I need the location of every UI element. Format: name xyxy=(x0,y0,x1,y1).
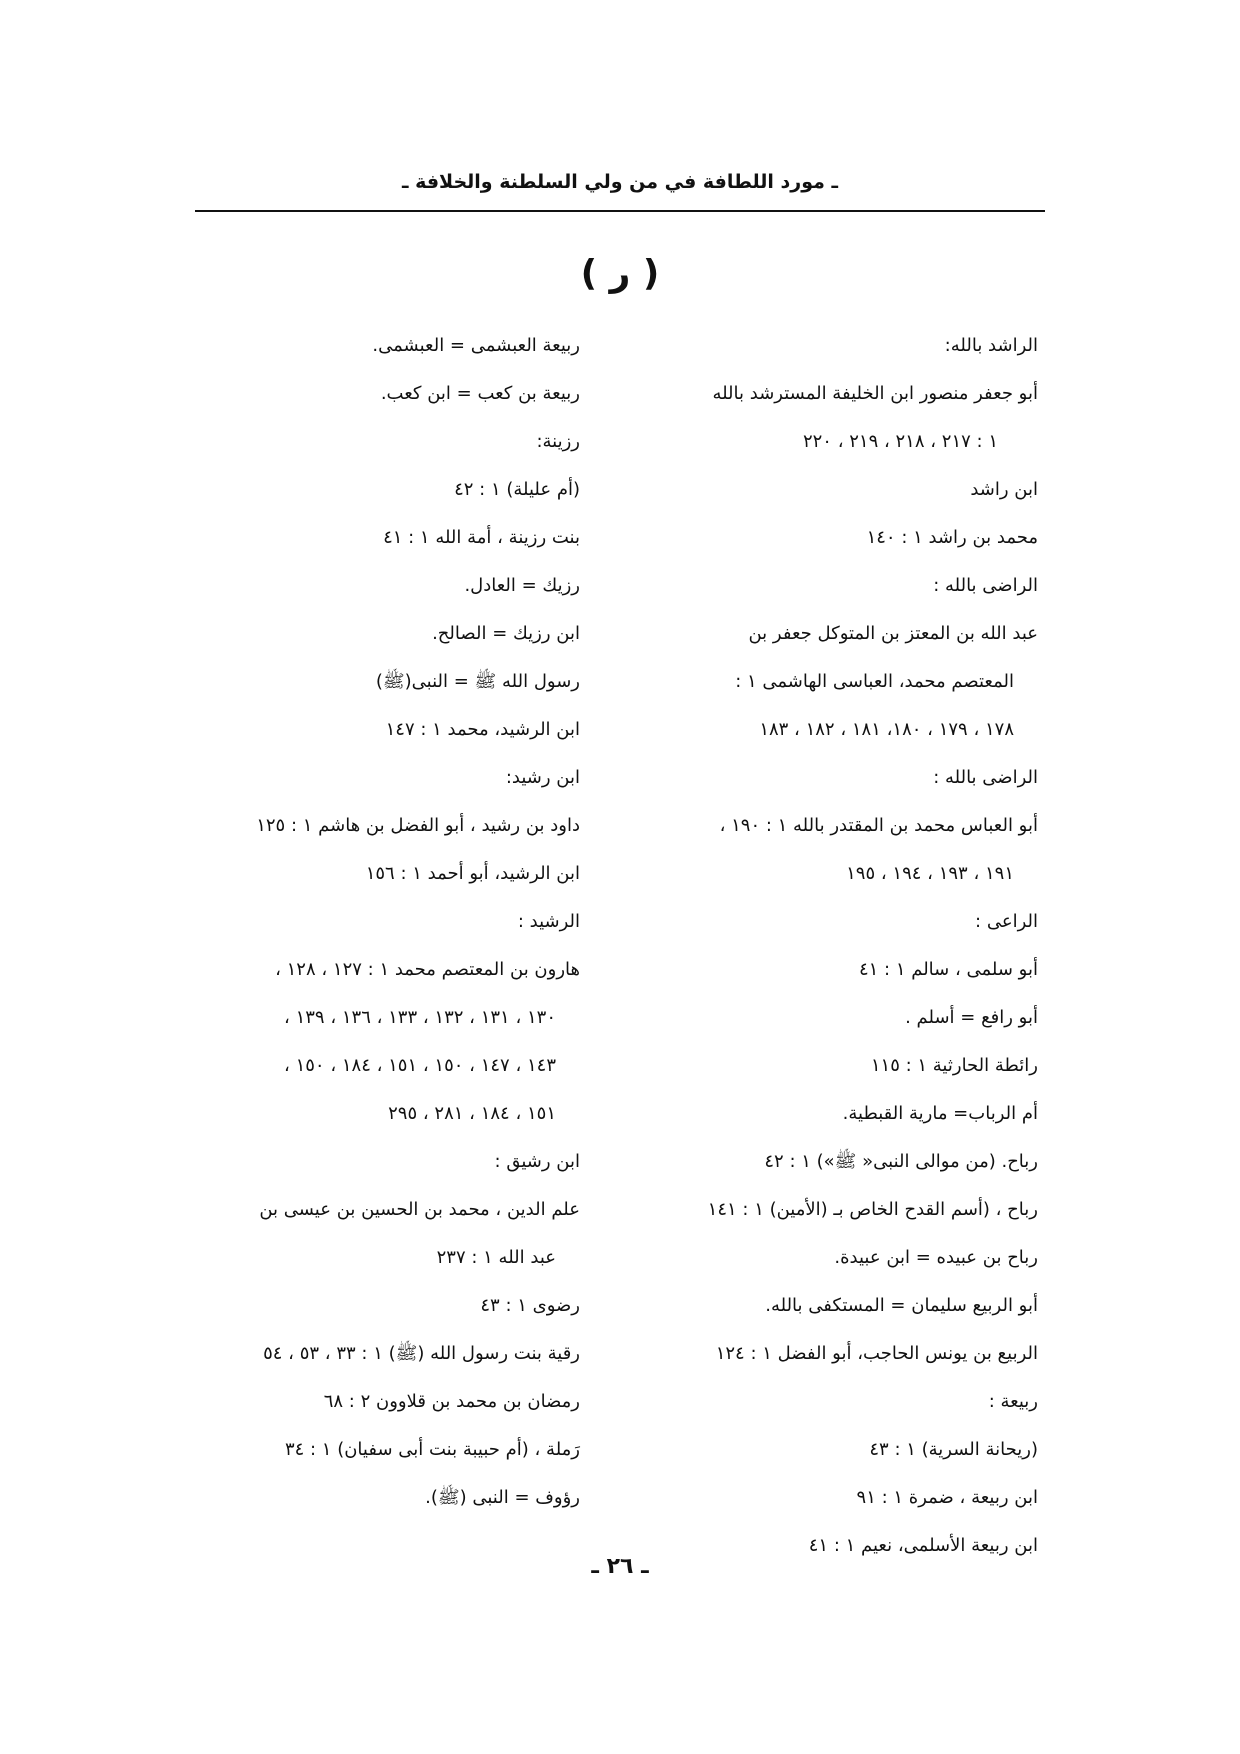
index-column-right xyxy=(628,322,1038,1570)
running-header: ـ مورد اللطافة في من ولي السلطنة والخلافة ـ xyxy=(401,171,839,193)
index-entry: الراضى بالله : xyxy=(933,767,1038,788)
index-entry: الرشيد : xyxy=(517,911,580,932)
index-entry: (أم عليلة) ١ : ٤٢ xyxy=(454,479,580,500)
index-entry: رمضان بن محمد بن قلاوون ٢ : ٦٨ xyxy=(323,1391,580,1412)
index-entry: الراضى بالله : xyxy=(933,575,1038,596)
index-entry: أبو الربيع سليمان = المستكفى بالله. xyxy=(765,1295,1038,1316)
index-entry: ابن رزيك = الصالح. xyxy=(432,623,580,644)
index-entry: علم الدين ، محمد بن الحسين بن عيسى بن xyxy=(259,1199,580,1220)
index-entry: رباح. (من موالى النبى« ﷺ») ١ : ٤٢ xyxy=(764,1151,1038,1172)
index-entry: عبد الله بن المعتز بن المتوكل جعفر بن xyxy=(748,623,1038,644)
index-entry: ابن الرشيد، محمد ١ : ١٤٧ xyxy=(385,719,580,740)
index-entry: ابن ربيعة ، ضمرة ١ : ٩١ xyxy=(856,1487,1038,1508)
index-entry: ربيعة العبشمى = العبشمى. xyxy=(372,335,580,356)
index-entry: رَملة ، (أم حبيبة بنت أبى سفيان) ١ : ٣٤ xyxy=(284,1439,580,1460)
index-entry: رسول الله ﷺ = النبى(ﷺ) xyxy=(375,671,580,692)
index-entry: الربيع بن يونس الحاجب، أبو الفضل ١ : ١٢٤ xyxy=(715,1343,1038,1364)
index-entry: رزينة: xyxy=(536,431,580,452)
index-entry: ١ : ٢١٧ ، ٢١٨ ، ٢١٩ ، ٢٢٠ xyxy=(802,431,998,452)
index-entry: عبد الله ١ : ٢٣٧ xyxy=(436,1247,556,1268)
index-entry: أم الرباب= مارية القبطية. xyxy=(842,1103,1038,1124)
index-entry: رضوى ١ : ٤٣ xyxy=(480,1295,580,1316)
index-entry: أبو رافع = أسلم . xyxy=(905,1007,1038,1028)
index-entry: الراشد بالله: xyxy=(944,335,1038,356)
index-entry: محمد بن راشد ١ : ١٤٠ xyxy=(866,527,1038,548)
index-entry: ربيعة : xyxy=(988,1391,1038,1412)
index-entry: رباح بن عبيده = ابن عبيدة. xyxy=(834,1247,1038,1268)
index-entry: المعتصم محمد، العباسى الهاشمى ١ : xyxy=(735,671,1014,692)
index-entry: رائطة الحارثية ١ : ١١٥ xyxy=(870,1055,1038,1076)
index-column-left xyxy=(180,322,580,1522)
index-entry: رزيك = العادل. xyxy=(464,575,580,596)
index-entry: رؤوف = النبى (ﷺ). xyxy=(425,1487,580,1508)
index-entry: أبو جعفر منصور ابن الخليفة المسترشد بالله xyxy=(712,383,1038,404)
index-entry: (ريحانة السرية) ١ : ٤٣ xyxy=(869,1439,1038,1460)
index-entry: ١٩١ ، ١٩٣ ، ١٩٤ ، ١٩٥ xyxy=(846,863,1014,884)
index-entry: ابن راشد xyxy=(970,479,1038,500)
index-entry: ابن رشيق : xyxy=(494,1151,580,1172)
index-entry: رباح ، (أسم القدح الخاص بـ (الأمين) ١ : ١٤١ xyxy=(707,1199,1038,1220)
index-entry: أبو العباس محمد بن المقتدر بالله ١ : ١٩٠ ، xyxy=(719,815,1038,836)
page-number: ـ ٢٦ ـ xyxy=(591,1554,649,1579)
index-entry: ١٧٨ ، ١٧٩ ، ١٨٠، ١٨١ ، ١٨٢ ، ١٨٣ xyxy=(759,719,1014,740)
index-entry: بنت رزينة ، أمة الله ١ : ٤١ xyxy=(383,527,580,548)
index-entry: ربيعة بن كعب = ابن كعب. xyxy=(380,383,580,404)
index-entry: رقية بنت رسول الله (ﷺ) ١ : ٣٣ ، ٥٣ ، ٥٤ xyxy=(263,1343,580,1364)
index-entry: ابن الرشيد، أبو أحمد ١ : ١٥٦ xyxy=(365,863,580,884)
index-entry: هارون بن المعتصم محمد ١ : ١٢٧ ، ١٢٨ ، xyxy=(275,959,580,980)
section-letter: ( ر ) xyxy=(580,253,660,294)
index-entry: الراعى : xyxy=(975,911,1038,932)
index-entry: ١٥١ ، ١٨٤ ، ٢٨١ ، ٢٩٥ xyxy=(388,1103,556,1124)
index-entry: ١٤٣ ، ١٤٧ ، ١٥٠ ، ١٥١ ، ١٨٤ ، ١٥٠ ، xyxy=(284,1055,556,1076)
index-entry: ابن رشيد: xyxy=(505,767,580,788)
index-entry: ابن ربيعة الأسلمى، نعيم ١ : ٤١ xyxy=(808,1535,1038,1556)
header-rule xyxy=(195,210,1045,212)
index-entry: داود بن رشيد ، أبو الفضل بن هاشم ١ : ١٢٥ xyxy=(256,815,580,836)
index-entry: ١٣٠ ، ١٣١ ، ١٣٢ ، ١٣٣ ، ١٣٦ ، ١٣٩ ، xyxy=(284,1007,556,1028)
index-entry: أبو سلمى ، سالم ١ : ٤١ xyxy=(858,959,1038,980)
